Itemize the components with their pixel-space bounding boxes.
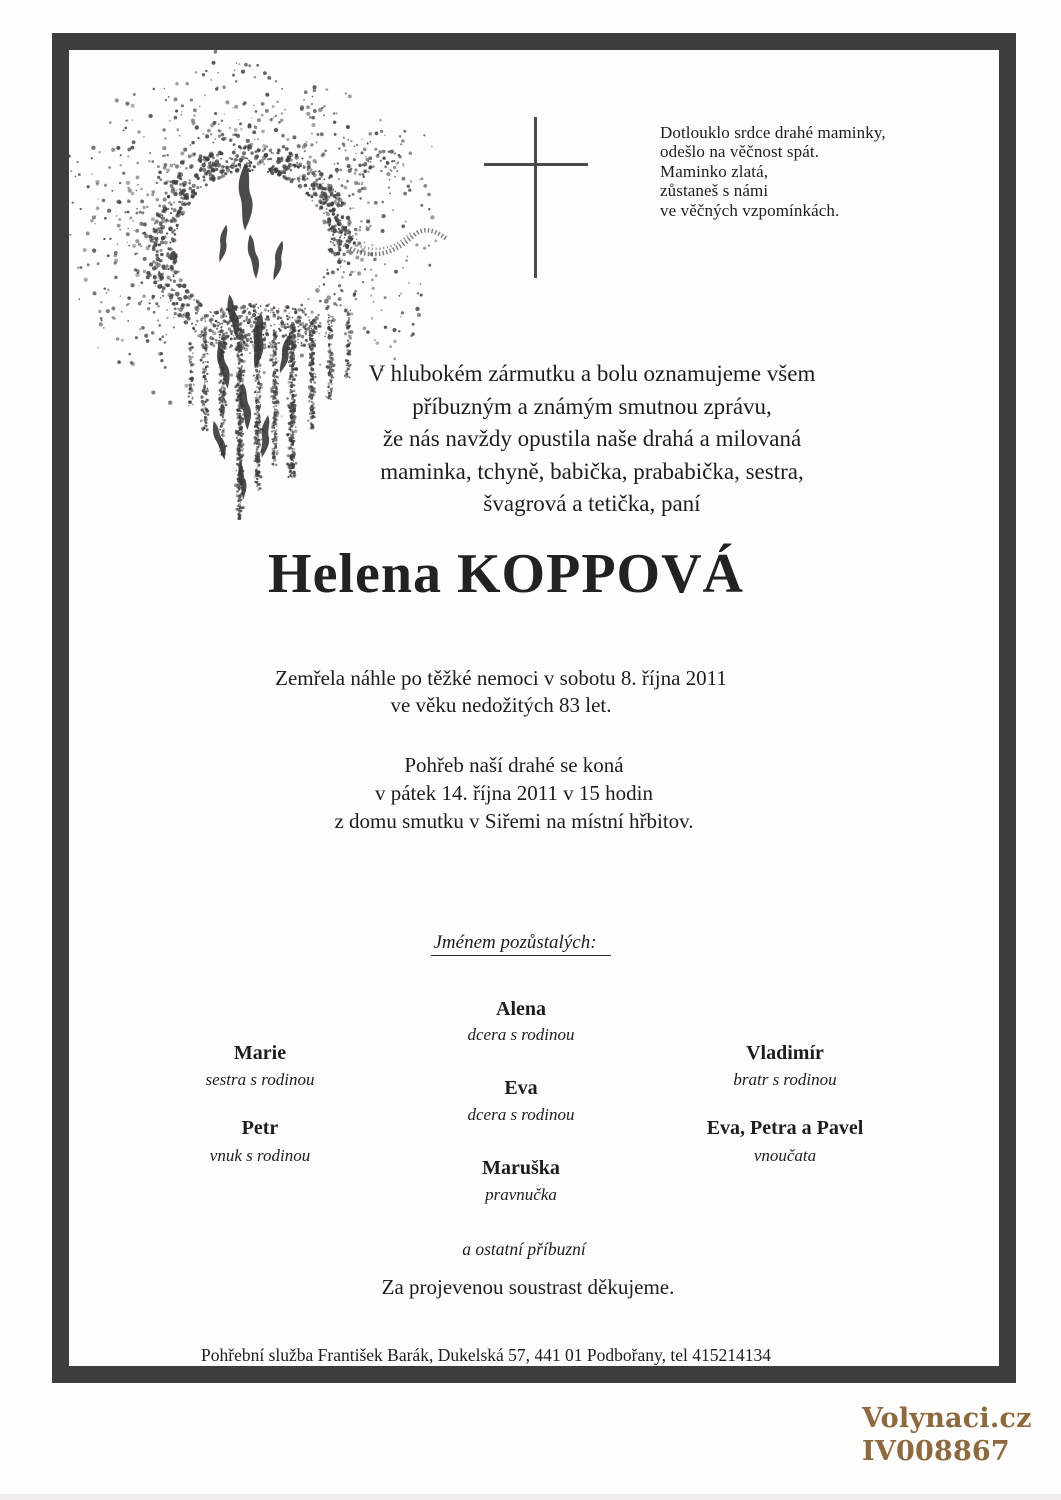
funeral-info: [54, 751, 974, 835]
announcement-paragraph: [342, 358, 842, 521]
survivors-heading: [61, 932, 981, 954]
survivors-heading-text: Jménem pozůstalých:: [431, 932, 610, 956]
funeral-info-line: z domu smutku v Siřemi na místní hřbitov.: [334, 809, 694, 833]
announcement-line: že nás navždy opustila naše drahá a milovaná: [382, 426, 802, 451]
survivor-name: Vladimír: [746, 1042, 824, 1064]
announcement-line: příbuzným a známým smutnou zprávu,: [412, 393, 772, 419]
survivor-relation: vnoučata: [753, 1146, 817, 1165]
funeral-info-line: Pohřeb naší drahé se koná: [404, 753, 624, 777]
other-relatives-note: a ostatní příbuzní: [462, 1239, 586, 1259]
watermark-site: Volynaci.cz: [862, 1403, 1032, 1434]
survivor-relation: dcera s rodinou: [467, 1105, 575, 1124]
condolence-thanks: Za projevenou soustrast děkujeme.: [381, 1275, 675, 1299]
survivors-column-center: [368, 997, 674, 1205]
site-watermark: [862, 1402, 1061, 1468]
death-info-line: ve věku nedožitých 83 let.: [390, 692, 612, 717]
survivor-name: Eva, Petra a Pavel: [706, 1117, 864, 1139]
watermark-id: IV008867: [862, 1436, 1010, 1467]
survivor-relation: dcera s rodinou: [467, 1025, 575, 1044]
memorial-verse: [660, 123, 886, 220]
verse-line: ve věčných vzpomínkách.: [660, 200, 840, 220]
survivor-name: Marie: [233, 1042, 287, 1064]
survivor-name: Eva: [504, 1077, 538, 1099]
survivor-relation: pravnučka: [485, 1185, 557, 1204]
survivor-relation: vnuk s rodinou: [209, 1146, 311, 1165]
cross-horizontal-bar: [484, 163, 588, 166]
death-info-line: Zemřela náhle po těžké nemoci v sobotu 8. října 2011: [275, 666, 727, 690]
survivor-relation: bratr s rodinou: [733, 1070, 837, 1089]
verse-line: Dotlouklo srdce drahé maminky,: [660, 123, 886, 142]
scan-edge-shadow: [0, 1494, 1061, 1500]
funeral-info-line: v pátek 14. října 2011 v 15 hodin: [374, 781, 653, 805]
survivor-name: Alena: [496, 998, 546, 1020]
funeral-service-provider: Pohřební služba František Barák, Dukelská 57, 441 01 Podbořany, tel 415214134: [201, 1345, 771, 1365]
survivors-column-right: [632, 1041, 938, 1166]
survivor-name: Maruška: [482, 1157, 560, 1179]
deceased-name: Helena KOPPOVÁ: [268, 543, 744, 605]
announcement-line: V hlubokém zármutku a bolu oznamujeme všem: [368, 361, 816, 386]
verse-line: zůstaneš s námi: [660, 181, 769, 201]
survivor-relation: sestra s rodinou: [205, 1070, 315, 1089]
verse-line: odešlo na věčnost spát.: [660, 142, 820, 162]
announcement-line: maminka, tchyně, babička, prababička, sestra,: [380, 458, 804, 484]
survivor-name: Petr: [241, 1117, 279, 1139]
verse-line: Maminko zlatá,: [660, 161, 769, 181]
death-info: [41, 665, 961, 718]
announcement-line: švagrová a tetička, paní: [483, 491, 701, 516]
cross-vertical-bar: [534, 117, 537, 278]
